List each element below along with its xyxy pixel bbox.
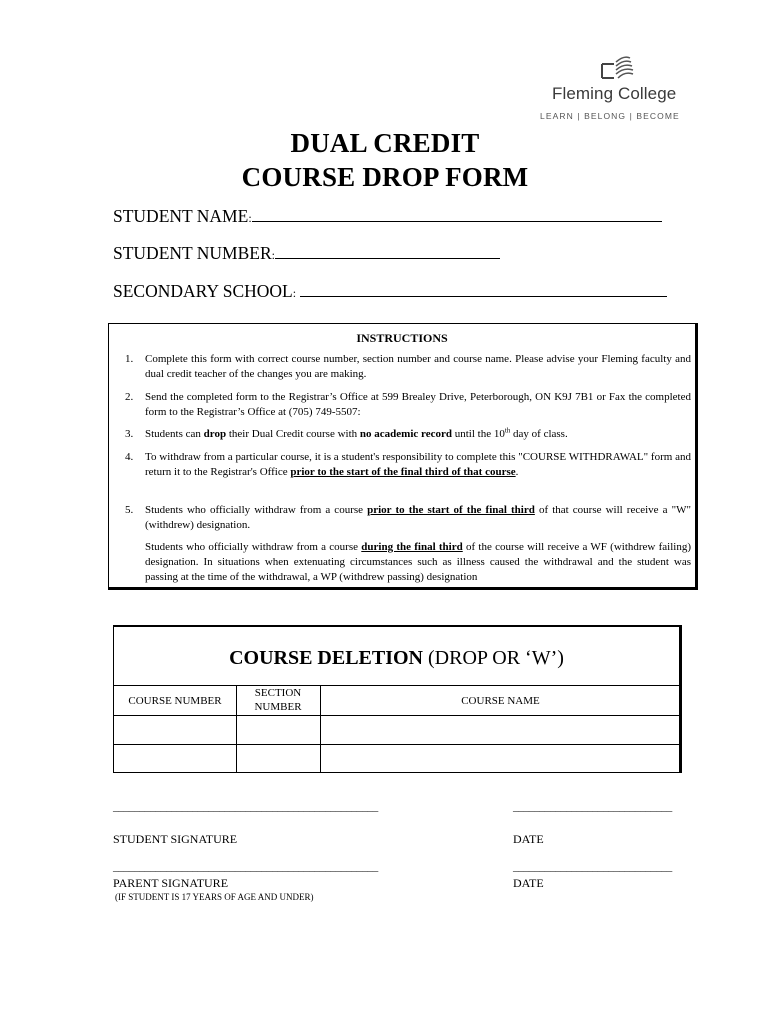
student-name-label: STUDENT NAME — [113, 206, 249, 226]
instruction-item-3: 3. Students can drop their Dual Credit course with no academic record until the 10th day of class. — [125, 426, 568, 440]
logo-name: Fleming College — [552, 84, 677, 103]
student-name-line[interactable] — [252, 209, 662, 222]
course-deletion-table — [113, 625, 682, 773]
instruction-item-5: 5. Students who officially withdraw from a course prior to the start of the final third of that course will receive a "W" (withdrew) designation. — [125, 504, 691, 531]
instruction-item-1: 1. Complete this form with correct course number, section number and course name. Please advise your Fleming faculty and dual credit teacher of the changes you are making. — [125, 353, 691, 380]
student-name-field[interactable]: STUDENT NAME: — [113, 206, 662, 227]
course-deletion-title: COURSE DELETION (DROP OR ‘W’) — [114, 627, 679, 686]
instructions-heading: INSTRUCTIONS — [356, 331, 448, 345]
header-course-name: COURSE NAME — [461, 695, 540, 707]
student-number-line[interactable] — [275, 246, 500, 259]
form-title-line2: COURSE DROP FORM — [241, 162, 529, 192]
instruction-item-2: 2. Send the completed form to the Registrar’s Office at 599 Brealey Drive, Peterborough, ON K9J 7B1 or Fax the completed form to the Registrar’s Office at (705) 749-5507: — [125, 391, 691, 418]
student-signature-label: STUDENT SIGNATURE — [113, 832, 238, 846]
secondary-school-field[interactable]: SECONDARY SCHOOL: — [113, 281, 667, 302]
fleming-college-logo — [538, 52, 690, 124]
logo-tagline: LEARN | BELONG | BECOME — [540, 111, 680, 121]
secondary-school-line[interactable] — [300, 284, 667, 297]
date-line-1[interactable]: ______________________________ — [513, 801, 673, 813]
date-label-1: DATE — [513, 832, 544, 846]
student-number-label: STUDENT NUMBER — [113, 243, 272, 263]
student-number-field[interactable]: STUDENT NUMBER: — [113, 243, 500, 264]
date-line-2[interactable]: ______________________________ — [513, 861, 673, 873]
instruction-item-5-continued: Students who officially withdraw from a course during the final third of the course will receive a WF (withdrew failing) designation. In situations when extenuating circumstances such as illness caused the withdrawal and the student was passing at the time of the withdrawal, a WP (withdrew passing) designation — [145, 541, 691, 583]
instruction-item-4: 4. To withdraw from a particular course, it is a student's responsibility to complete this "COURSE WITHDRAWAL" form and return it to the Registrar's Office prior to the start of the final third of that course. — [125, 451, 691, 478]
header-course-number: COURSE NUMBER — [128, 695, 222, 707]
parent-signature-note: (IF STUDENT IS 17 YEARS OF AGE AND UNDER) — [115, 892, 314, 902]
parent-signature-label: PARENT SIGNATURE — [113, 876, 229, 890]
date-label-2: DATE — [513, 876, 544, 890]
secondary-school-label: SECONDARY SCHOOL — [113, 281, 293, 301]
fleming-flag-icon — [600, 56, 640, 82]
table-row[interactable] — [114, 715, 679, 745]
header-section-number: SECTION NUMBER — [254, 687, 302, 713]
student-signature-line[interactable]: __________________________________________________ — [113, 801, 379, 813]
form-title-line1: DUAL CREDIT — [290, 128, 480, 158]
parent-signature-line[interactable]: __________________________________________________ — [113, 861, 379, 873]
instructions-box — [108, 323, 698, 590]
